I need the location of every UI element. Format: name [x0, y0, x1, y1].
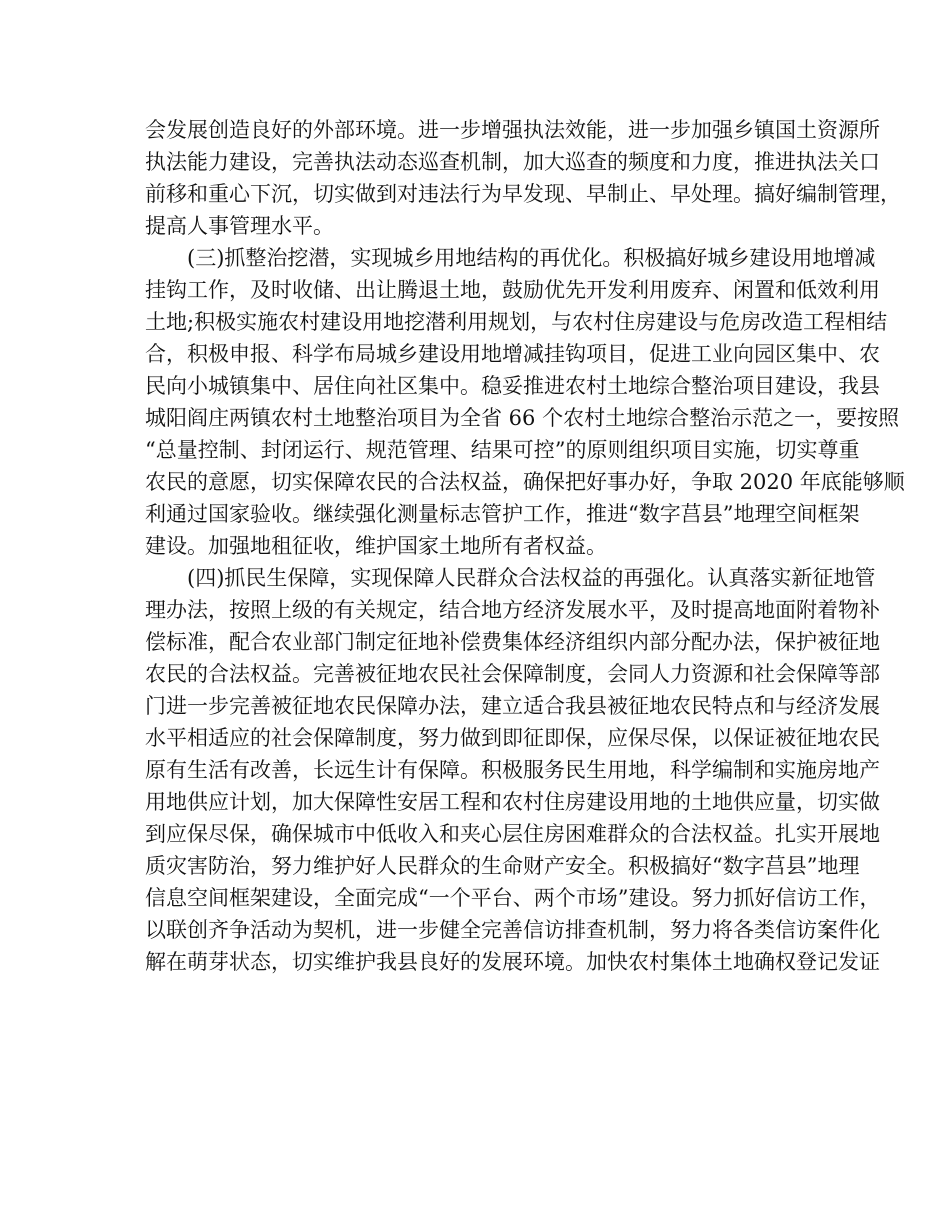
text-line: 民向小城镇集中、居住向社区集中。稳妥推进农村土地综合整治项目建设，我县 [145, 374, 880, 398]
text-line: 水平相适应的社会保障制度，努力做到即征即保，应保尽保，以保证被征地农民 [145, 726, 880, 750]
text-line: 解在萌芽状态，切实维护我县良好的发展环境。加快农村集体土地确权登记发证 [145, 950, 880, 974]
text-line: 到应保尽保，确保城市中低收入和夹心层住房困难群众的合法权益。扎实开展地 [145, 822, 880, 846]
text-line: 信息空间框架建设，全面完成“一个平台、两个市场”建设。努力抓好信访工作， [145, 886, 881, 910]
text-line: 前移和重心下沉，切实做到对违法行为早发现、早制止、早处理。搞好编制管理， [145, 182, 901, 206]
text-line: 农民的意愿，切实保障农民的合法权益，确保把好事办好，争取 2020 年底能够顺 [145, 470, 905, 494]
text-line: 城阳阎庄两镇农村土地整治项目为全省 66 个农村土地综合整治示范之一，要按照 [145, 406, 900, 430]
text-line: (四)抓民生保障，实现保障人民群众合法权益的再强化。认真落实新征地管 [187, 566, 876, 590]
text-line: 提高人事管理水平。 [145, 214, 334, 238]
paragraph-section-4 [145, 562, 881, 978]
text-line: 用地供应计划，加大保障性安居工程和农村住房建设用地的土地供应量，切实做 [145, 790, 880, 814]
text-line: 门进一步完善被征地农民保障办法，建立适合我县被征地农民特点和与经济发展 [145, 694, 880, 718]
text-line: 建设。加强地租征收，维护国家土地所有者权益。 [145, 534, 607, 558]
paragraph-continuation [145, 114, 901, 242]
text-line: 农民的合法权益。完善被征地农民社会保障制度，会同人力资源和社会保障等部 [145, 662, 880, 686]
text-line: (三)抓整治挖潜，实现城乡用地结构的再优化。积极搞好城乡建设用地增减 [187, 246, 876, 270]
text-line: 原有生活有改善，长远生计有保障。积极服务民生用地，科学编制和实施房地产 [145, 758, 880, 782]
text-line: 土地;积极实施农村建设用地挖潜利用规划，与农村住房建设与危房改造工程相结 [145, 310, 888, 334]
text-line: 执法能力建设，完善执法动态巡查机制，加大巡查的频度和力度，推进执法关口 [145, 150, 880, 174]
text-line: “总量控制、封闭运行、规范管理、结果可控”的原则组织项目实施，切实尊重 [145, 438, 860, 462]
text-line: 理办法，按照上级的有关规定，结合地方经济发展水平，及时提高地面附着物补 [145, 598, 880, 622]
text-line: 偿标准，配合农业部门制定征地补偿费集体经济组织内部分配办法，保护被征地 [145, 630, 880, 654]
text-line: 利通过国家验收。继续强化测量标志管护工作，推进“数字莒县”地理空间框架 [145, 502, 860, 526]
paragraph-section-3 [145, 242, 905, 562]
text-line: 挂钩工作，及时收储、出让腾退土地，鼓励优先开发利用废弃、闲置和低效利用 [145, 278, 880, 302]
text-line: 会发展创造良好的外部环境。进一步增强执法效能，进一步加强乡镇国土资源所 [145, 118, 880, 142]
text-line: 质灾害防治，努力维护好人民群众的生命财产安全。积极搞好“数字莒县”地理 [145, 854, 860, 878]
text-line: 以联创齐争活动为契机，进一步健全完善信访排查机制，努力将各类信访案件化 [145, 918, 880, 942]
text-line: 合，积极申报、科学布局城乡建设用地增减挂钩项目，促进工业向园区集中、农 [145, 342, 880, 366]
document-body [145, 114, 905, 978]
